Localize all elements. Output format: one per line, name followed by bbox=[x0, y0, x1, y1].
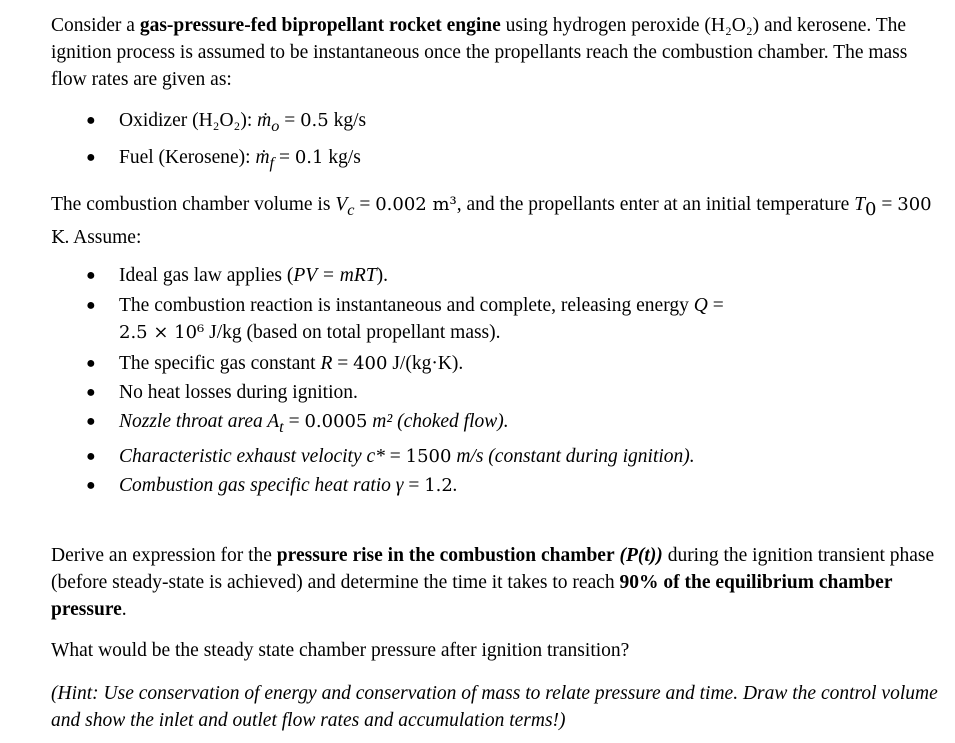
chamber-text-3: . Assume: bbox=[64, 226, 142, 248]
question2-paragraph: What would be the steady state chamber pressure after ignition transition? bbox=[51, 639, 630, 661]
question-paragraph bbox=[51, 542, 941, 623]
exhaust-velocity-value: 1500 bbox=[405, 445, 452, 467]
equals: = bbox=[274, 146, 295, 168]
flow-value: 0.5 bbox=[300, 110, 329, 131]
math-symbol: A bbox=[267, 410, 280, 432]
math-symbol: c* bbox=[366, 445, 385, 467]
list-item bbox=[51, 407, 941, 442]
math-symbol: V bbox=[335, 193, 348, 215]
math-symbol: Q bbox=[693, 294, 708, 316]
list-item bbox=[51, 142, 941, 179]
math-expression: (P(t)) bbox=[614, 544, 663, 566]
math-symbol: R bbox=[320, 352, 333, 374]
flow-label: Oxidizer (H₂O₂): bbox=[119, 110, 258, 131]
assumption-text: Nozzle throat area bbox=[119, 410, 268, 432]
question-text: Derive an expression for the bbox=[51, 544, 277, 566]
heat-ratio-value: 1.2 bbox=[424, 474, 453, 496]
math-symbol: T bbox=[854, 193, 866, 215]
chamber-paragraph bbox=[51, 191, 941, 251]
assumption-text: The combustion reaction is instantaneous and complete, releasing energy bbox=[119, 294, 694, 316]
throat-area-value: 0.0005 bbox=[304, 410, 368, 432]
bullet-icon: ● bbox=[86, 112, 96, 129]
bullet-icon: ● bbox=[86, 383, 96, 401]
document-body bbox=[51, 12, 941, 734]
flow-unit: kg/s bbox=[323, 146, 361, 168]
assumption-text: Combustion gas specific heat ratio bbox=[119, 474, 396, 496]
intro-bold: gas-pressure-fed bipropellant rocket engine bbox=[139, 15, 501, 36]
assumption-text: The specific gas constant bbox=[119, 352, 321, 374]
gas-constant-value: 400 bbox=[353, 352, 388, 374]
assumption-text-end: J/kg (based on total propellant mass). bbox=[204, 321, 501, 343]
bullet-icon: ● bbox=[86, 148, 96, 166]
assumption-text-end: . bbox=[452, 474, 458, 496]
equals: = bbox=[332, 352, 354, 374]
question-bold: pressure rise in the combustion chamber bbox=[276, 544, 615, 566]
math-expression: PV = mRT bbox=[293, 264, 377, 286]
assumption-text-end: m² (choked flow). bbox=[367, 410, 509, 432]
math-subscript: o bbox=[271, 116, 280, 135]
flow-list bbox=[51, 105, 941, 179]
math-subscript: 0 bbox=[865, 198, 877, 220]
list-item bbox=[51, 442, 941, 471]
assumption-text-end: J/(kg·K). bbox=[387, 352, 464, 374]
math-subscript: c bbox=[347, 200, 355, 219]
energy-value: 2.5 × 10⁶ bbox=[119, 321, 205, 343]
bullet-icon: ● bbox=[86, 412, 96, 430]
equals: = bbox=[876, 193, 898, 215]
list-item bbox=[51, 105, 941, 142]
intro-text: Consider a bbox=[51, 15, 140, 36]
intro-paragraph bbox=[51, 12, 941, 93]
equals: = bbox=[403, 474, 425, 496]
assumption-text: Ideal gas law applies ( bbox=[119, 264, 294, 286]
temperature-value: 300 K bbox=[51, 193, 932, 248]
bullet-icon: ● bbox=[86, 266, 96, 284]
math-symbol: γ bbox=[395, 474, 404, 496]
math-subscript: f bbox=[269, 153, 275, 172]
equals: = bbox=[384, 445, 406, 467]
question-text-2: during the ignition transient phase (before steady-state is achieved) and determine the time it takes to reach bbox=[51, 544, 935, 593]
assumption-text-end: m/s (constant during ignition). bbox=[451, 445, 695, 467]
intro-text-2: using hydrogen peroxide (H₂O₂) and kerosene. The ignition process is assumed to be instantaneous once the propellants reach the combustion chamber. The mass flow rates are given as: bbox=[51, 15, 908, 90]
list-item bbox=[51, 261, 941, 290]
equals: = bbox=[707, 294, 724, 316]
chamber-text-2: , and the propellants enter at an initial temperature bbox=[456, 193, 855, 215]
list-item bbox=[51, 378, 941, 407]
assumption-text: No heat losses during ignition. bbox=[119, 381, 358, 403]
bullet-icon: ● bbox=[86, 354, 96, 372]
math-symbol: ṁ bbox=[257, 110, 272, 131]
question-bold-2: 90% of the equilibrium chamber pressure bbox=[51, 571, 893, 620]
math-symbol: ṁ bbox=[255, 146, 270, 168]
equals: = bbox=[354, 193, 376, 215]
list-item bbox=[51, 471, 941, 500]
volume-value: 0.002 m³ bbox=[375, 193, 457, 215]
bullet-icon: ● bbox=[86, 296, 96, 314]
equals: = bbox=[279, 110, 301, 131]
flow-unit: kg/s bbox=[328, 110, 367, 131]
chamber-text: The combustion chamber volume is bbox=[51, 193, 336, 215]
assumption-text: Characteristic exhaust velocity bbox=[119, 445, 367, 467]
equals: = bbox=[283, 410, 305, 432]
math-subscript: t bbox=[279, 417, 284, 436]
bullet-icon: ● bbox=[86, 476, 96, 494]
flow-value: 0.1 bbox=[294, 146, 324, 168]
bullet-icon: ● bbox=[86, 447, 96, 465]
list-item bbox=[51, 349, 941, 378]
hint-paragraph: (Hint: Use conservation of energy and conservation of mass to relate pressure and time. Draw the control volume and show the inlet and outlet flow rates and accumulation terms!) bbox=[51, 682, 938, 731]
assumption-text-end: ). bbox=[376, 264, 388, 286]
flow-label: Fuel (Kerosene): bbox=[119, 146, 256, 168]
assumption-list bbox=[51, 261, 941, 500]
question-text-3: . bbox=[121, 598, 127, 620]
list-item bbox=[51, 292, 941, 346]
